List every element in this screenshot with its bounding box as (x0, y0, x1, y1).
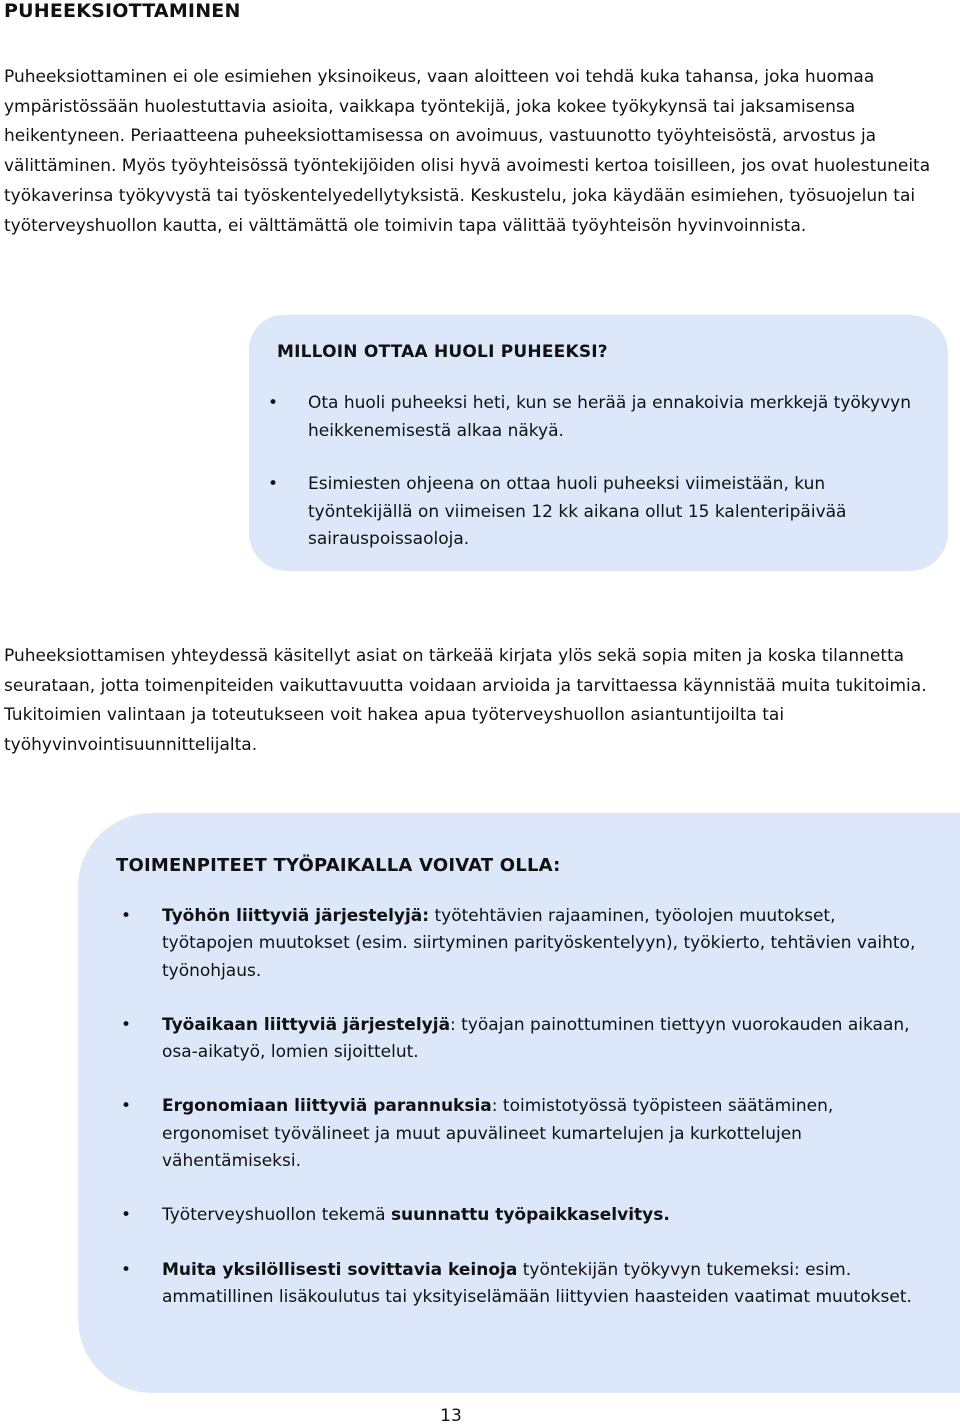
followup-paragraph: Puheeksiottamisen yhteydessä käsitellyt asiat on tärkeää kirjata ylös sekä sopia miten ja koska tilannetta seurataan, jotta toimenpiteiden vaikuttavuutta voidaan arvioida ja tarvittaessa käynnistää muita tukitoimia. Tukitoimien valintaan ja toteutukseen voit hakea apua työterveyshuollon asiantuntijoilta tai työhyvinvointisuunnittelijalta. (4, 646, 927, 756)
list-item-bold-text: Työaikaan liittyviä järjestelyjä (162, 1014, 451, 1035)
list-item (121, 1257, 932, 1312)
when-to-raise-concern-box (249, 315, 948, 571)
measures-bullet-list (121, 903, 932, 1338)
box-title: TOIMENPITEET TYÖPAIKALLA VOIVAT OLLA: (116, 855, 561, 876)
list-item-bold-text: Muita yksilöllisesti sovittavia keinoja (162, 1259, 518, 1280)
list-item (121, 1202, 932, 1229)
list-item (121, 1012, 932, 1067)
list-item-text: : toimistotyössä työpisteen säätäminen, ergonomiset työvälineet ja muut apuvälineet kumartelujen ja kurkottelujen vähentämiseksi. (162, 1096, 834, 1172)
bullet-icon: • (121, 906, 132, 926)
list-item (268, 390, 928, 445)
list-item-text: työntekijän työkyvyn tukemeksi: esim. ammatillinen lisäkoulutus tai yksityiselämään liittyvien haasteiden vaatimat muutokset. (162, 1259, 912, 1307)
bullet-icon: • (121, 1096, 132, 1117)
box-title: MILLOIN OTTAA HUOLI PUHEEKSI? (277, 342, 608, 362)
workplace-measures-box (78, 813, 960, 1393)
bullet-icon: • (268, 393, 279, 413)
list-item-text: työtehtävien rajaaminen, työolojen muutokset, työtapojen muutokset (esim. siirtyminen parityöskentelyyn), työkierto, tehtävien vaihto, työnohjaus. (162, 906, 916, 981)
concern-bullet-list (268, 390, 928, 580)
list-item-text: Työterveyshuollon tekemä (162, 1205, 391, 1226)
page-heading: PUHEEKSIOTTAMINEN (4, 0, 241, 22)
list-item-bold-text: suunnattu työpaikkaselvitys. (390, 1205, 670, 1226)
list-item (121, 903, 932, 985)
list-item (268, 471, 928, 554)
list-item-text: Esimiesten ohjeena on ottaa huoli puheeksi viimeistään, kun työntekijällä on viimeisen 12 kk aikana ollut 15 kalenteripäivää sairauspoissaoloja. (308, 474, 847, 549)
bullet-icon: • (121, 1259, 132, 1280)
intro-paragraph: Puheeksiottaminen ei ole esimiehen yksinoikeus, vaan aloitteen voi tehdä kuka tahansa, joka huomaa ympäristössään huolestuttavia asioita, vaikkapa työntekijä, joka kokee työkykynsä tai jaksamisensa heikentyneen. Periaatteena puheeksiottamisessa on avoimuus, vastuunotto työyhteisöstä, arvostus ja välittäminen. Myös työyhteisössä työntekijöiden olisi hyvä avoimesti kertoa toisilleen, jos ovat huolestuneita työkaverinsa työkyvystä tai työskentelyedellytyksistä. Keskustelu, joka käydään esimiehen, työsuojelun tai työterveyshuollon kautta, ei välttämättä ole toimivin tapa välittää työyhteisön hyvinvoinnista. (4, 67, 931, 236)
bullet-icon: • (121, 1205, 132, 1226)
bullet-icon: • (121, 1014, 132, 1035)
list-item-text: : työajan painottuminen tiettyyn vuorokauden aikaan, osa-aikatyö, lomien sijoittelut. (162, 1014, 910, 1063)
list-item-bold-text: Työhön liittyviä järjestelyjä: (162, 906, 430, 926)
list-item-bold-text: Ergonomiaan liittyviä parannuksia (162, 1096, 492, 1117)
bullet-icon: • (268, 474, 279, 494)
list-item-text: Ota huoli puheeksi heti, kun se herää ja ennakoivia merkkejä työkyvyn heikkenemisestä alkaa näkyä. (308, 393, 911, 441)
page-number: 13 (440, 1406, 462, 1426)
list-item (121, 1093, 932, 1175)
